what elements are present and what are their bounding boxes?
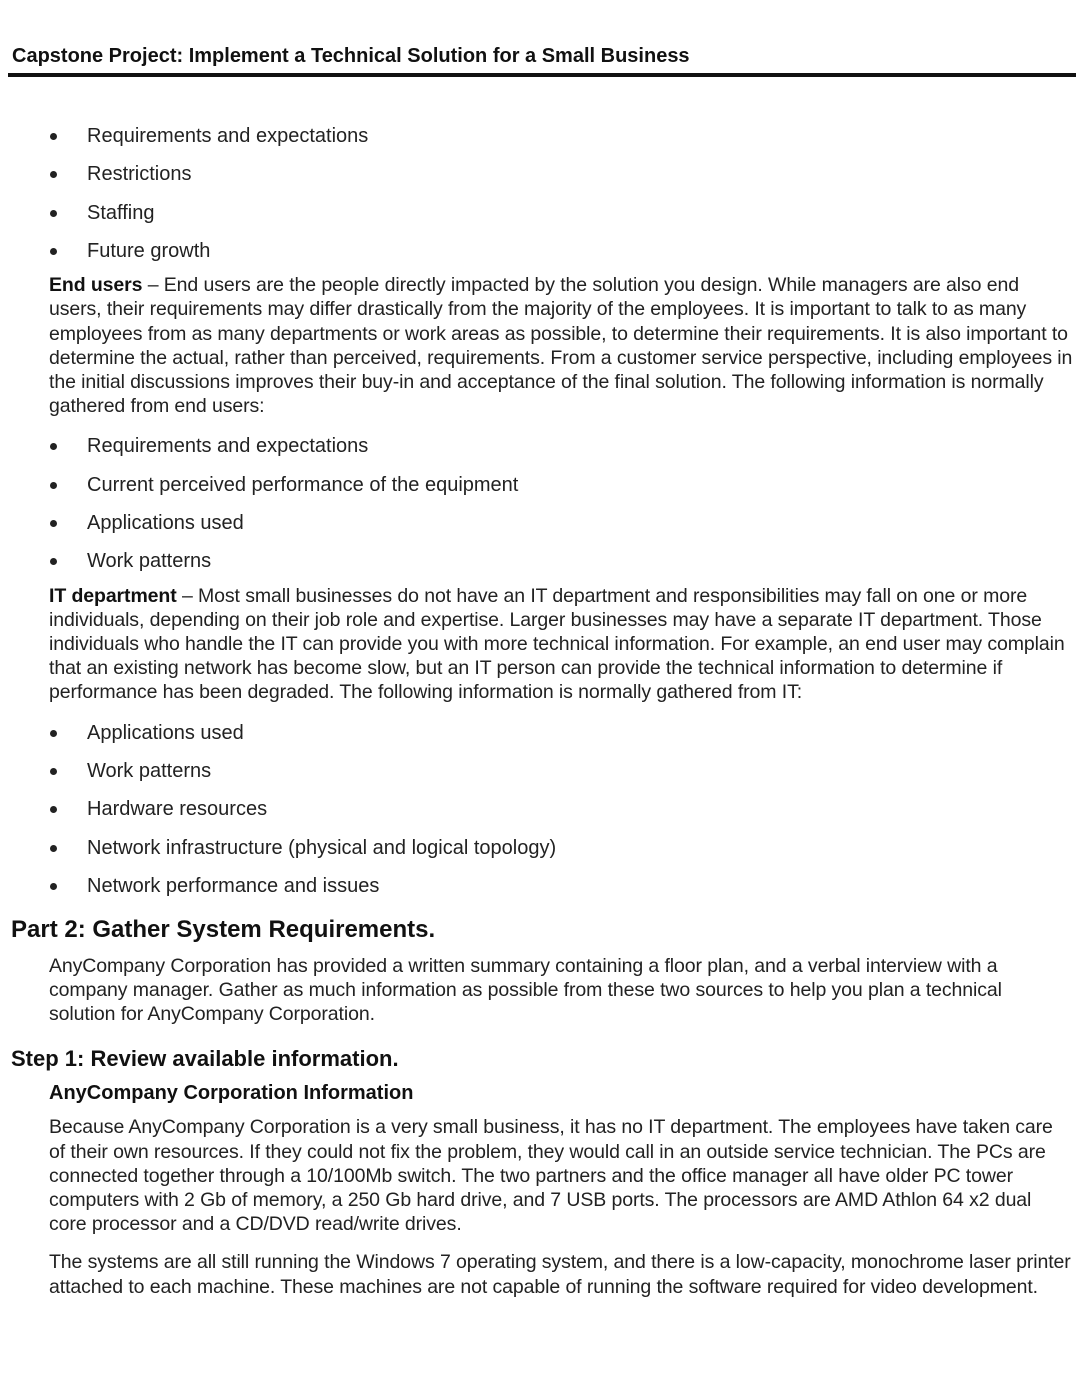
end-users-term: End users (49, 274, 143, 297)
it-department-term: IT department (49, 584, 177, 607)
list-item: Applications used (49, 509, 1073, 537)
it-department-text: – Most small businesses do not have an IT department and responsibilities may fall on one or more individuals, depending on their job role and expertise. Larger businesses may have a separate IT department. Those individuals who handle the IT can provide you with more technical information. For example, an end user may complain that an existing network has become slow, but an IT person can provide the technical information to determine if performance has been degraded. The following information is normally gathered from IT: (49, 584, 1065, 704)
list-item: Future growth (49, 237, 1073, 265)
it-department-paragraph (49, 584, 1073, 705)
company-info-paragraph-1: Because AnyCompany Corporation is a very small business, it has no IT department. The employees have taken care of their own resources. If they could not fix the problem, they would call in an outside service technician. The PCs are connected together through a 10/100Mb switch. The two partners and the office manager all have older PC tower computers with 2 Gb of memory, a 250 Gb hard drive, and 7 USB ports. The processors are AMD Athlon 64 x2 dual core processor and a CD/DVD read/write drives. (49, 1116, 1053, 1236)
list-item: Work patterns (49, 547, 1073, 575)
list-item: Applications used (49, 719, 1073, 747)
end-users-paragraph (49, 273, 1073, 418)
header-divider (8, 73, 1076, 77)
list-item: Requirements and expectations (49, 432, 1073, 460)
bullet-list-stakeholder-info (49, 122, 1073, 265)
document-header-title: Capstone Project: Implement a Technical Solution for a Small Business (12, 45, 690, 67)
list-item: Staffing (49, 199, 1073, 227)
part-2-paragraph: AnyCompany Corporation has provided a written summary containing a floor plan, and a verbal interview with a company manager. Gather as much information as possible from these two sources to help you plan a technical solution for AnyCompany Corporation. (49, 954, 1002, 1026)
list-item: Network performance and issues (49, 872, 1073, 900)
document-body (11, 122, 1073, 1313)
list-item: Hardware resources (49, 795, 1073, 823)
list-item: Network infrastructure (physical and logical topology) (49, 834, 1073, 862)
bullet-list-end-users (49, 432, 1073, 575)
bullet-list-it (49, 719, 1073, 900)
end-users-text: – End users are the people directly impacted by the solution you design. While managers are also end users, their requirements may differ drastically from the majority of the employees. It is important to talk to as many employees from as many departments or work areas as possible, to determine their requirements. It is also important to determine the actual, rather than perceived, requirements. From a customer service perspective, including employees in the initial discussions improves their buy-in and acceptance of the final solution. The following information is normally gathered from end users: (49, 274, 1073, 418)
company-info-subheading: AnyCompany Corporation Information (49, 1082, 414, 1105)
list-item: Current perceived performance of the equipment (49, 471, 1073, 499)
list-item: Requirements and expectations (49, 122, 1073, 150)
list-item: Work patterns (49, 757, 1073, 785)
company-info-paragraph-2: The systems are all still running the Windows 7 operating system, and there is a low-capacity, monochrome laser printer attached to each machine. These machines are not capable of running the software required for video development. (49, 1251, 1071, 1298)
part-2-heading: Part 2: Gather System Requirements. (11, 915, 436, 943)
step-1-heading: Step 1: Review available information. (11, 1046, 399, 1072)
list-item: Restrictions (49, 160, 1073, 188)
